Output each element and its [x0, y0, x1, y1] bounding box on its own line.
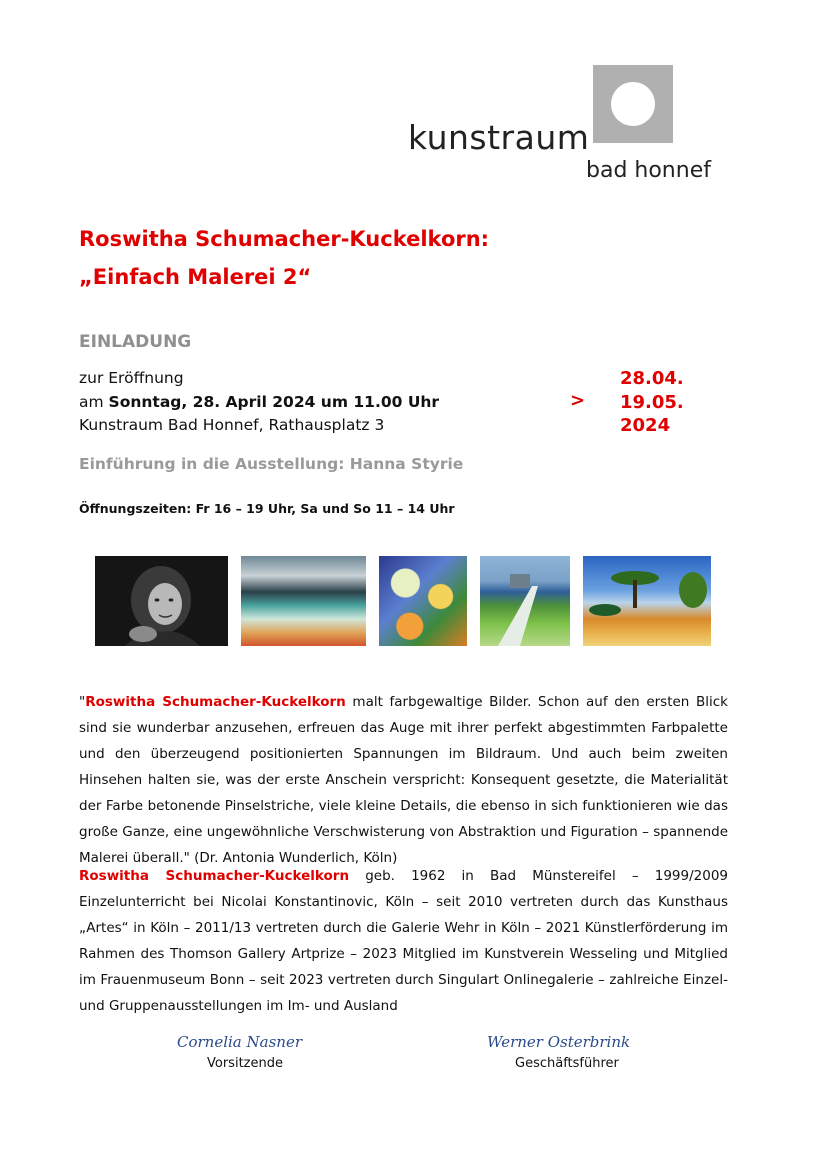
logo-circle — [611, 82, 655, 126]
painting-tree-landscape — [583, 556, 711, 646]
logo-subtitle: bad honnef — [586, 158, 711, 183]
quote-text: malt farbgewaltige Bilder. Schon auf den ersten Blick sind sie wunderbar anzusehen, erfreuen das Auge mit ihrer perfekt abgestimmten Farbpalette und den überzeugend positionierten Spannungen im Bildraum. Und auch beim zweiten Hinsehen halten sie, was der erste Anschein verspricht: Konsequent gesetzte, die Materialität der Farbe betonende Pinselstriche, viele kleine Details, die ebenso in sich funktionieren wie das große Ganze, eine ungewöhnliche Verschwisterung von Abstraktion und Figuration – spannende Malerei überall." (Dr. Antonia Wunderlich, Köln) — [79, 694, 728, 866]
invitation-heading: EINLADUNG — [79, 332, 192, 352]
exhibition-start-date: 28.04. — [620, 368, 684, 389]
opening-datetime-bold: Sonntag, 28. April 2024 um 11.00 Uhr — [108, 393, 440, 411]
artist-portrait-photo — [95, 556, 228, 646]
exhibition-end-date: 19.05. — [620, 392, 684, 413]
painting-flowers — [379, 556, 467, 646]
painting-coastal-path — [480, 556, 570, 646]
signature-managing-director: Werner Osterbrink — [487, 1033, 631, 1051]
quote-artist-name: Roswitha Schumacher-Kuckelkorn — [85, 694, 346, 710]
venue-address: Kunstraum Bad Honnef, Rathausplatz 3 — [79, 416, 385, 434]
date-arrow: > — [570, 390, 586, 411]
opening-datetime — [79, 391, 439, 413]
artist-biography-paragraph — [79, 863, 728, 1019]
tree-illustration — [583, 556, 711, 646]
coastal-path-illustration — [480, 556, 570, 646]
quote-open-mark: " — [79, 694, 86, 710]
opening-hours: Öffnungszeiten: Fr 16 – 19 Uhr, Sa und So 11 – 14 Uhr — [79, 501, 455, 516]
opening-datetime-prefix: am — [79, 393, 109, 411]
role-chairwoman: Vorsitzende — [207, 1056, 283, 1071]
portrait-illustration — [95, 556, 228, 646]
introduction-speaker: Einführung in die Ausstellung: Hanna Styrie — [79, 455, 464, 473]
role-managing-director: Geschäftsführer — [515, 1056, 619, 1071]
exhibition-name-title: „Einfach Malerei 2“ — [79, 265, 312, 289]
bio-text: geb. 1962 in Bad Münstereifel – 1999/2009 Einzelunterricht bei Nicolai Konstantinovic, Köln – seit 2010 vertreten durch das Kunsthaus „Artes“ in Köln – 2011/13 vertreten durch die Galerie Wehr in Köln – 2021 Künstlerförderung im Rahmen des Thomson Gallery Artprize – 2023 Mitglied im Kunstverein Wesseling und Mitglied im Frauenmuseum Bonn – seit 2023 vertreten durch Singulart Onlinegalerie – zahlreiche Einzel- und Gruppenausstellungen im Im- und Ausland — [79, 868, 728, 1014]
opening-label: zur Eröffnung — [79, 369, 184, 387]
bio-artist-name: Roswitha Schumacher-Kuckelkorn — [79, 868, 350, 884]
painting-seascape — [241, 556, 366, 646]
logo-wordmark: kunstraum — [408, 118, 590, 157]
signature-chairwoman: Cornelia Nasner — [177, 1033, 302, 1051]
critic-quote-paragraph — [79, 689, 728, 871]
exhibition-year: 2024 — [620, 415, 671, 436]
exhibition-artist-title: Roswitha Schumacher-Kuckelkorn: — [79, 227, 490, 251]
